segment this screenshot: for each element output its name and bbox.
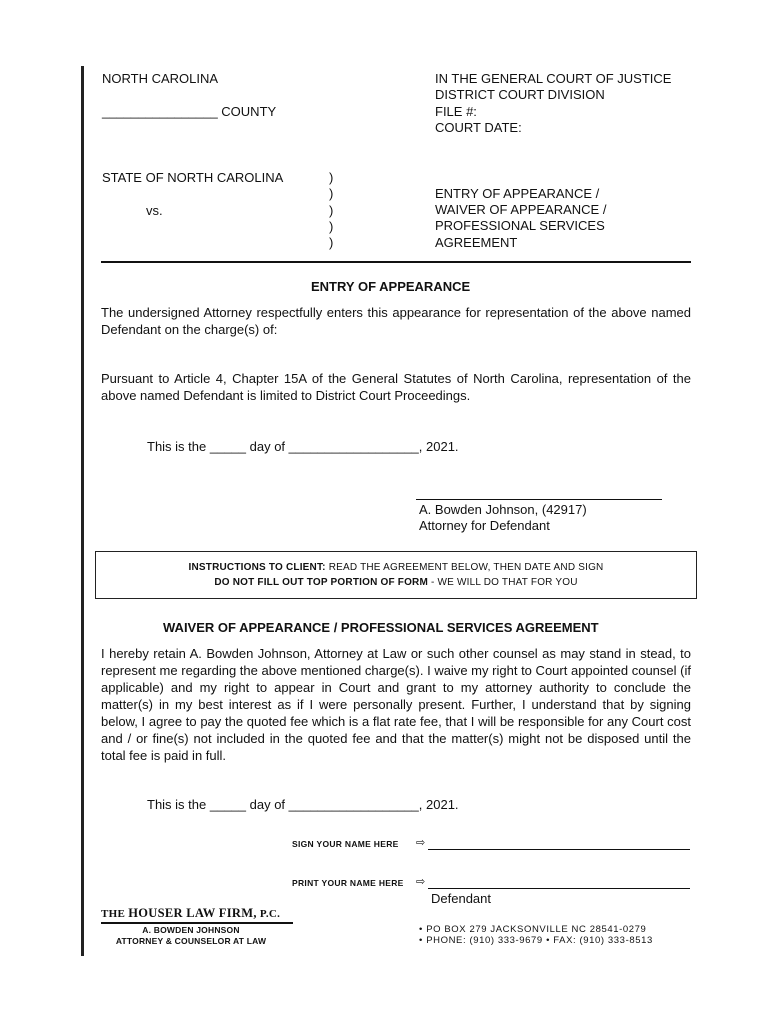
- waiver-date-line: This is the _____ day of __________________, 2021.: [147, 797, 459, 812]
- firm-suffix: P.C.: [259, 908, 281, 920]
- firm-attorney-name: A. BOWDEN JOHNSON: [142, 925, 240, 935]
- division-label: DISTRICT COURT DIVISION: [435, 87, 605, 102]
- firm-underline: [101, 922, 293, 924]
- left-margin-bar: [81, 66, 84, 956]
- attorney-signature-line: [416, 499, 662, 500]
- county-field: ________________ COUNTY: [102, 104, 277, 119]
- caption-paren: ): [329, 186, 334, 201]
- instructions-box: [95, 551, 697, 599]
- client-printed-name-line[interactable]: [428, 888, 690, 889]
- entry-date-line: This is the _____ day of __________________, 2021.: [147, 439, 459, 454]
- firm-attorney-title: ATTORNEY & COUNSELOR AT LAW: [115, 936, 267, 946]
- limitation-paragraph: Pursuant to Article 4, Chapter 15A of the General Statutes of North Carolina, representation of the above named Defendant is limited to District Court Proceedings.: [101, 371, 691, 403]
- caption-paren: ): [329, 235, 334, 250]
- firm-phone-fax: [419, 935, 653, 947]
- firm-name: HOUSER LAW FIRM,: [128, 906, 257, 920]
- state-label: NORTH CAROLINA: [102, 71, 219, 86]
- caption-paren: ): [329, 203, 334, 218]
- bullet-icon: •: [419, 924, 423, 935]
- attorney-name: A. Bowden Johnson, (42917): [419, 502, 587, 517]
- caption-paren: ): [329, 170, 334, 185]
- entry-paragraph: The undersigned Attorney respectfully enters this appearance for representation of the above named Defendant on the charge(s) of:: [101, 305, 691, 337]
- instructions-warning: DO NOT FILL OUT TOP PORTION OF FORM: [214, 577, 428, 588]
- versus-label: vs.: [146, 203, 163, 218]
- bullet-icon: •: [546, 935, 551, 946]
- phone-text: PHONE: (910) 333-9679: [426, 935, 543, 946]
- caption-divider: [101, 261, 691, 263]
- defendant-label: Defendant: [431, 891, 491, 906]
- document-title-line: PROFESSIONAL SERVICES: [435, 218, 605, 233]
- instructions-line-2: [96, 575, 696, 590]
- client-signature-line[interactable]: [428, 849, 690, 850]
- court-date-label: COURT DATE:: [435, 120, 522, 135]
- instructions-line-1: [96, 560, 696, 575]
- document-title-line: AGREEMENT: [435, 235, 518, 250]
- firm-logo: [101, 906, 280, 921]
- arrow-right-icon: ⇨: [416, 876, 426, 888]
- file-number-label: FILE #:: [435, 104, 477, 119]
- court-label: IN THE GENERAL COURT OF JUSTICE: [435, 71, 672, 86]
- plaintiff-label: STATE OF NORTH CAROLINA: [102, 170, 284, 185]
- waiver-heading: WAIVER OF APPEARANCE / PROFESSIONAL SERVICES AGREEMENT: [163, 620, 599, 635]
- print-name-label: PRINT YOUR NAME HERE: [292, 878, 404, 888]
- instructions-note: - WE WILL DO THAT FOR YOU: [428, 577, 578, 588]
- fax-text: FAX: (910) 333-8513: [553, 935, 653, 946]
- bullet-icon: •: [419, 935, 423, 946]
- document-title-line: ENTRY OF APPEARANCE /: [435, 186, 600, 201]
- arrow-right-icon: ⇨: [416, 837, 426, 849]
- document-title-line: WAIVER OF APPEARANCE /: [435, 202, 607, 217]
- instructions-text: READ THE AGREEMENT BELOW, THEN DATE AND SIGN: [325, 562, 604, 573]
- sign-name-label: SIGN YOUR NAME HERE: [292, 839, 399, 849]
- waiver-paragraph: I hereby retain A. Bowden Johnson, Attorney at Law or such other counsel as may stand in stead, to represent me regarding the above mentioned charge(s). I waive my right to Court appointed counsel (if applicable) and my right to appear in Court and grant to my attorney authority to conclude the matter(s) in my best interest as if I were personally present. Further, I understand that by signing below, I agree to pay the quoted fee which is a flat rate fee, that I will be responsible for any Court cost and / or fine(s) not included in the quoted fee and that the matter(s) might not be disposed until the total fee is paid in full.: [101, 646, 691, 763]
- instructions-label: INSTRUCTIONS TO CLIENT:: [188, 562, 326, 573]
- firm-the: THE: [101, 908, 126, 920]
- entry-heading: ENTRY OF APPEARANCE: [311, 279, 471, 294]
- attorney-role: Attorney for Defendant: [419, 518, 550, 533]
- caption-paren: ): [329, 219, 334, 234]
- address-text: PO BOX 279 JACKSONVILLE NC 28541-0279: [426, 924, 647, 935]
